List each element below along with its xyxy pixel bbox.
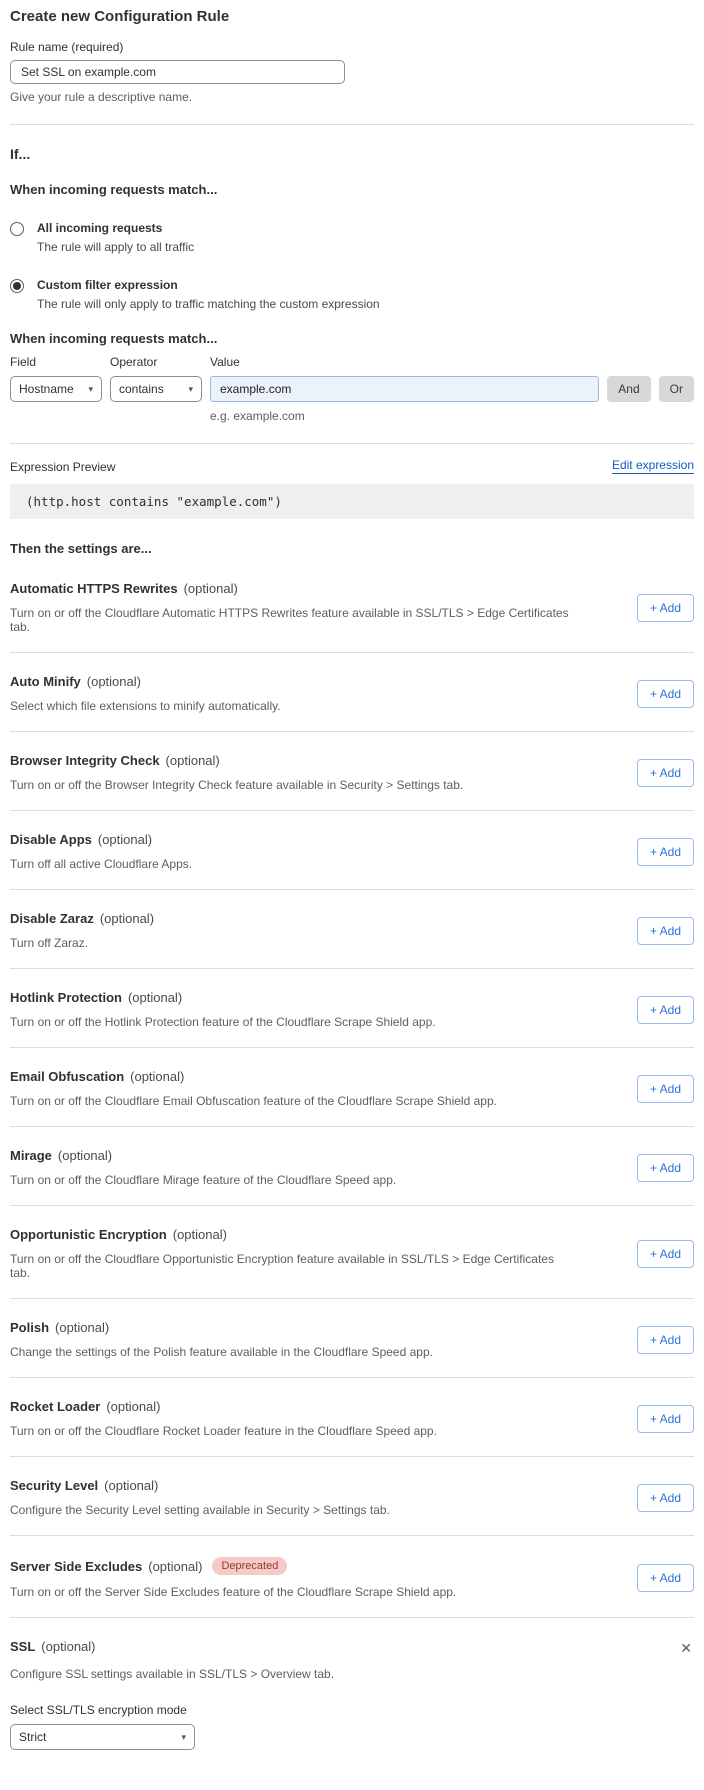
setting-optional-label: (optional) (57, 1148, 113, 1163)
setting-name: Hotlink Protection (10, 990, 122, 1005)
radio-description: The rule will apply to all traffic (37, 240, 195, 254)
rule-name-help: Give your rule a descriptive name. (10, 90, 193, 104)
setting-name: Disable Zaraz (10, 911, 94, 926)
add-setting-button[interactable]: + Add (637, 594, 694, 622)
add-setting-button[interactable]: + Add (637, 1154, 694, 1182)
setting-info (10, 1227, 570, 1280)
page-title: Create new Configuration Rule (10, 8, 230, 25)
filter-builder-row (10, 355, 694, 423)
then-settings-heading: Then the settings are... (10, 541, 152, 556)
setting-name: Automatic HTTPS Rewrites (10, 581, 178, 596)
setting-name: Polish (10, 1320, 50, 1335)
add-setting-button[interactable]: + Add (637, 1405, 694, 1433)
setting-description: Select which file extensions to minify automatically. (10, 699, 281, 713)
ssl-setting-header (10, 1639, 694, 1657)
ssl-encryption-mode-select[interactable] (10, 1724, 195, 1750)
ssl-setting-section (10, 1618, 694, 1750)
expression-preview-code: (http.host contains "example.com") (10, 484, 694, 519)
setting-description: Change the settings of the Polish feature available in the Cloudflare Speed app. (10, 1345, 433, 1359)
setting-description: Turn on or off the Cloudflare Opportunistic Encryption feature available in SSL/TLS > Edge Certificates tab. (10, 1252, 554, 1280)
ssl-setting-description: Configure SSL settings available in SSL/TLS > Overview tab. (10, 1667, 335, 1681)
setting-title (10, 832, 192, 847)
setting-description: Turn on or off the Server Side Excludes feature of the Cloudflare Scrape Shield app. (10, 1585, 457, 1599)
radio-all-incoming-requests[interactable] (10, 221, 694, 254)
setting-row (10, 653, 694, 732)
setting-info (10, 1478, 390, 1517)
setting-row (10, 1457, 694, 1536)
ssl-encryption-mode-label: Select SSL/TLS encryption mode (10, 1703, 187, 1717)
setting-row (10, 1299, 694, 1378)
setting-title (10, 581, 570, 596)
add-setting-button[interactable]: + Add (637, 1564, 694, 1592)
setting-description: Turn off all active Cloudflare Apps. (10, 857, 193, 871)
setting-info (10, 674, 281, 713)
radio-button-icon[interactable] (10, 279, 24, 293)
setting-optional-label: (optional) (99, 911, 155, 926)
setting-name: Auto Minify (10, 674, 81, 689)
edit-expression-link[interactable]: Edit expression (611, 458, 694, 472)
settings-list (10, 560, 694, 1618)
setting-optional-label: (optional) (172, 1227, 227, 1242)
setting-info (10, 581, 570, 634)
setting-row (10, 560, 694, 653)
radio-description: The rule will only apply to traffic matching the custom expression (37, 297, 380, 311)
setting-description: Turn on or off the Hotlink Protection feature of the Cloudflare Scrape Shield app. (10, 1015, 436, 1029)
expression-preview-label: Expression Preview (10, 460, 116, 474)
field-column (10, 355, 102, 402)
operator-column (110, 355, 202, 402)
setting-info (10, 753, 463, 792)
field-select[interactable] (10, 376, 102, 402)
setting-title (10, 753, 463, 768)
chevron-down-icon: ▾ (188, 383, 193, 394)
radio-label: All incoming requests (37, 221, 163, 235)
setting-info (10, 1557, 456, 1599)
setting-description: Turn on or off the Cloudflare Email Obfuscation feature of the Cloudflare Scrape Shield app. (10, 1094, 497, 1108)
setting-optional-label: (optional) (106, 1399, 161, 1414)
setting-name: Server Side Excludes (10, 1558, 143, 1574)
setting-info (10, 832, 192, 871)
setting-row (10, 1378, 694, 1457)
radio-custom-filter-expression[interactable] (10, 278, 694, 311)
setting-info (10, 1148, 396, 1187)
andor-buttons (607, 355, 694, 402)
setting-optional-label: (optional) (55, 1320, 110, 1335)
rule-name-label: Rule name (required) (10, 40, 124, 54)
incoming-requests-heading: When incoming requests match... (10, 182, 218, 197)
or-button[interactable]: Or (659, 376, 694, 402)
setting-info (10, 911, 154, 950)
setting-name: Security Level (10, 1478, 99, 1493)
add-setting-button[interactable]: + Add (637, 680, 694, 708)
setting-optional-label: (optional) (130, 1069, 185, 1084)
operator-select-value: contains (119, 382, 164, 396)
setting-description: Turn on or off the Cloudflare Mirage feature of the Cloudflare Speed app. (10, 1173, 397, 1187)
setting-row (10, 1536, 694, 1618)
setting-description: Turn on or off the Browser Integrity Check feature available in Security > Settings tab. (10, 778, 464, 792)
rule-name-input[interactable] (10, 60, 345, 84)
add-setting-button[interactable]: + Add (637, 1484, 694, 1512)
operator-label: Operator (110, 355, 158, 369)
setting-optional-label: (optional) (165, 753, 220, 768)
setting-title (10, 674, 281, 689)
setting-info (10, 1069, 497, 1108)
setting-description: Turn on or off the Cloudflare Rocket Loader feature in the Cloudflare Speed app. (10, 1424, 437, 1438)
setting-row (10, 1048, 694, 1127)
setting-info (10, 1399, 437, 1438)
setting-optional-label: (optional) (41, 1639, 96, 1654)
radio-label: Custom filter expression (37, 278, 178, 292)
setting-name: Rocket Loader (10, 1399, 101, 1414)
setting-title (10, 1639, 96, 1654)
value-input[interactable] (210, 376, 599, 402)
setting-optional-label: (optional) (183, 581, 238, 596)
operator-select[interactable] (110, 376, 202, 402)
add-setting-button[interactable]: + Add (637, 917, 694, 945)
add-setting-button[interactable]: + Add (637, 996, 694, 1024)
value-label: Value (210, 355, 240, 369)
radio-button-icon[interactable] (10, 222, 24, 236)
setting-optional-label: (optional) (97, 832, 153, 847)
and-button[interactable]: And (607, 376, 650, 402)
if-heading: If... (10, 146, 31, 162)
setting-info (10, 990, 436, 1029)
field-label: Field (10, 355, 37, 369)
setting-description: Turn on or off the Cloudflare Automatic HTTPS Rewrites feature available in SSL/TLS > Edge Certificates tab. (10, 606, 569, 634)
setting-name: Browser Integrity Check (10, 753, 160, 768)
expression-preview-header (10, 458, 694, 474)
add-setting-button[interactable]: + Add (637, 1240, 694, 1268)
setting-title (10, 1148, 396, 1163)
add-setting-button[interactable]: + Add (637, 1326, 694, 1354)
chevron-down-icon: ▾ (181, 1731, 186, 1742)
setting-row (10, 732, 694, 811)
add-setting-button[interactable]: + Add (637, 838, 694, 866)
section-divider (10, 124, 694, 125)
setting-row (10, 811, 694, 890)
setting-optional-label: (optional) (86, 674, 141, 689)
setting-title (10, 1557, 456, 1575)
filter-heading: When incoming requests match... (10, 331, 218, 346)
ssl-encryption-mode-value: Strict (19, 1730, 47, 1744)
setting-row (10, 1127, 694, 1206)
add-setting-button[interactable]: + Add (637, 759, 694, 787)
setting-optional-label: (optional) (127, 990, 183, 1005)
value-help: e.g. example.com (210, 409, 305, 423)
setting-row (10, 890, 694, 969)
setting-name: Mirage (10, 1148, 52, 1163)
setting-row (10, 969, 694, 1048)
setting-title (10, 1069, 497, 1084)
setting-name: SSL (10, 1639, 36, 1654)
setting-description: Turn off Zaraz. (10, 936, 89, 950)
setting-description: Configure the Security Level setting available in Security > Settings tab. (10, 1503, 390, 1517)
setting-name: Disable Apps (10, 832, 92, 847)
setting-title (10, 1227, 570, 1242)
deprecated-badge: Deprecated (212, 1557, 287, 1575)
setting-optional-label: (optional) (148, 1558, 203, 1574)
add-setting-button[interactable]: + Add (637, 1075, 694, 1103)
setting-title (10, 1478, 390, 1493)
setting-title (10, 1399, 437, 1414)
setting-name: Email Obfuscation (10, 1069, 125, 1084)
field-select-value: Hostname (19, 382, 74, 396)
setting-title (10, 990, 436, 1005)
chevron-down-icon: ▾ (88, 383, 93, 394)
setting-title (10, 1320, 433, 1335)
close-icon[interactable]: ✕ (680, 1640, 692, 1656)
section-divider (10, 443, 694, 444)
setting-row (10, 1206, 694, 1299)
setting-info (10, 1320, 433, 1359)
setting-title (10, 911, 154, 926)
setting-optional-label: (optional) (104, 1478, 159, 1493)
value-column (210, 355, 599, 423)
setting-name: Opportunistic Encryption (10, 1227, 167, 1242)
